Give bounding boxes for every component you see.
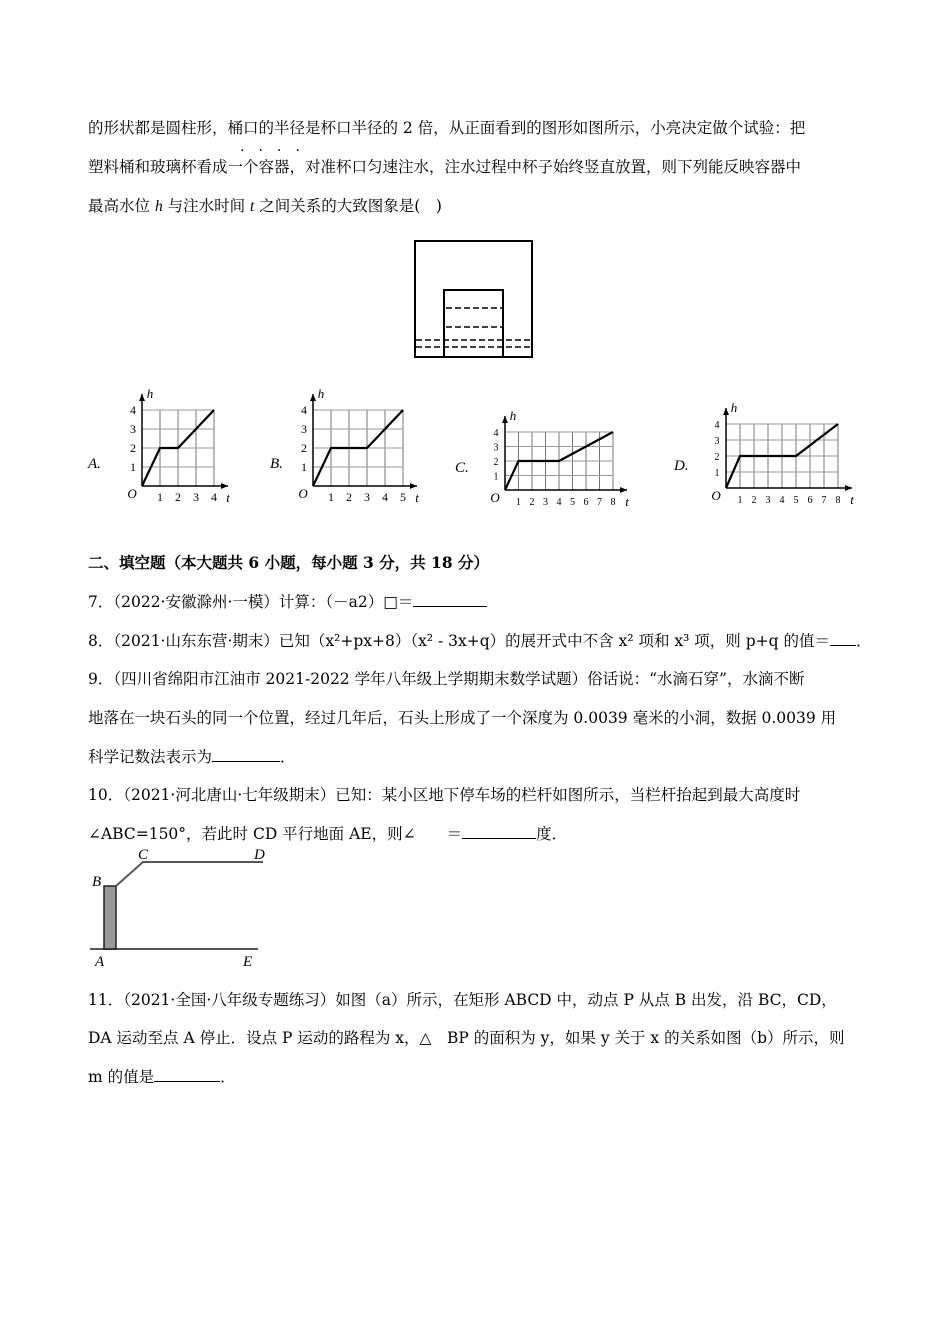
origin-label: O bbox=[127, 486, 137, 501]
y-tick-label: 1 bbox=[714, 468, 720, 479]
text: ． bbox=[220, 1068, 236, 1086]
y-arrow bbox=[310, 394, 316, 401]
label-A: A bbox=[95, 954, 105, 970]
answer-blank[interactable] bbox=[154, 1067, 220, 1082]
x-tick-label: 6 bbox=[807, 495, 813, 506]
x-tick-label: 2 bbox=[346, 490, 352, 504]
x-tick-label: 5 bbox=[793, 495, 799, 506]
y-tick-label: 1 bbox=[493, 471, 499, 483]
text: 度． bbox=[536, 825, 568, 843]
x-tick-label: 3 bbox=[543, 497, 548, 508]
x-tick-label: 3 bbox=[193, 490, 199, 504]
origin-label: O bbox=[711, 488, 721, 503]
q11-line1: 11．（2021·全国·八年级专题练习）如图（a）所示，在矩形 ABCD 中，动点 P 从点 B 出发，沿 BC，CD， bbox=[88, 991, 837, 1009]
option-graph bbox=[127, 386, 230, 505]
x-tick-label: 3 bbox=[765, 495, 771, 506]
text: 最高水位 bbox=[88, 197, 155, 215]
y-tick-label: 4 bbox=[714, 420, 720, 431]
y-tick-label: 1 bbox=[301, 460, 307, 474]
q6-line1: 的形状都是圆柱形，桶口的半径是杯口半径的 2 倍，从正面看到的图形如图所示，小亮决定做个试验：把 bbox=[88, 119, 806, 137]
q6-line3 bbox=[88, 196, 442, 217]
answer-blank[interactable] bbox=[212, 747, 280, 762]
option-label[interactable]: D. bbox=[674, 458, 689, 474]
x-tick-label: 2 bbox=[529, 497, 535, 508]
q11-line2: DA 运动至点 A 停止．设点 P 运动的路程为 x，△ BP 的面积为 y，如果 y 关于 x 的关系如图（b）所示，则 bbox=[88, 1029, 845, 1047]
q9-line3 bbox=[88, 747, 296, 767]
q9-line2: 地落在一块石头的同一个位置，经过几年后，石头上形成了一个深度为 0.0039 毫米的小洞，数据 0.0039 用 bbox=[88, 709, 837, 727]
answer-blank[interactable] bbox=[830, 631, 856, 646]
container-figure bbox=[414, 240, 534, 360]
origin-label: O bbox=[490, 490, 500, 505]
label-D: D bbox=[254, 847, 265, 863]
q9-line1: 9．（四川省绵阳市江油市 2021-2022 学年八年级上学期期末数学试题）俗话说：“水滴石穿”，水滴不断 bbox=[88, 670, 805, 688]
x-axis-label: t bbox=[625, 494, 629, 509]
x-tick-label: 8 bbox=[835, 495, 841, 506]
x-arrow bbox=[620, 487, 627, 493]
q7 bbox=[88, 592, 487, 612]
option-label[interactable]: C. bbox=[455, 460, 469, 476]
x-axis-label: t bbox=[850, 492, 854, 507]
x-tick-label: 2 bbox=[175, 490, 181, 504]
text: ∠ABC=150°，若此时 CD 平行地面 AE，则∠ ＝ bbox=[88, 825, 463, 843]
y-axis-label: h bbox=[146, 386, 154, 401]
y-arrow bbox=[723, 408, 729, 415]
y-tick-label: 4 bbox=[130, 403, 136, 417]
y-tick-label: 3 bbox=[130, 422, 136, 436]
y-tick-label: 4 bbox=[493, 428, 499, 439]
var-h: h bbox=[154, 198, 163, 215]
option-graph bbox=[711, 400, 854, 507]
x-tick-label: 7 bbox=[821, 495, 827, 506]
y-tick-label: 2 bbox=[301, 441, 307, 455]
y-tick-label: 2 bbox=[714, 452, 720, 463]
y-tick-label: 4 bbox=[301, 403, 307, 417]
y-tick-label: 3 bbox=[714, 436, 720, 447]
x-tick-label: 3 bbox=[364, 490, 370, 504]
y-arrow bbox=[502, 416, 508, 423]
option-graph bbox=[298, 386, 419, 505]
y-axis-label: h bbox=[509, 408, 517, 423]
x-tick-label: 1 bbox=[157, 490, 163, 504]
x-axis-label: t bbox=[226, 490, 230, 505]
x-tick-label: 4 bbox=[382, 490, 388, 504]
q11-line3 bbox=[88, 1067, 236, 1087]
text: 与注水时间 bbox=[162, 197, 251, 215]
answer-blank[interactable] bbox=[462, 824, 536, 839]
text: 之间关系的大致图象是( ) bbox=[254, 197, 442, 215]
x-tick-label: 5 bbox=[400, 490, 406, 504]
label-E: E bbox=[243, 954, 253, 970]
q8 bbox=[88, 631, 872, 651]
q10-line2 bbox=[88, 824, 567, 844]
x-tick-label: 4 bbox=[556, 497, 562, 508]
y-axis-label: h bbox=[730, 400, 738, 415]
q8-text: 8．（2021·山东东营·期末）已知（x²+px+8）（x² - 3x+q）的展开式中不含 x² 项和 x³ 项，则 p+q 的值＝ bbox=[88, 632, 830, 650]
option-label[interactable]: A. bbox=[88, 456, 101, 472]
x-tick-label: 4 bbox=[211, 490, 217, 504]
y-axis-label: h bbox=[317, 386, 325, 401]
x-arrow bbox=[410, 483, 417, 489]
answer-blank[interactable] bbox=[413, 592, 487, 607]
q10-line1: 10．（2021·河北唐山·七年级期末）已知：某小区地下停车场的栏杆如图所示，当栏杆抬起到最大高度时 bbox=[88, 786, 801, 804]
y-tick-label: 1 bbox=[130, 460, 136, 474]
text: ． bbox=[855, 632, 872, 650]
x-tick-label: 1 bbox=[328, 490, 334, 504]
y-arrow bbox=[139, 394, 145, 401]
x-arrow bbox=[221, 483, 228, 489]
section-heading: 二、填空题（本大题共 6 小题，每小题 3 分，共 18 分） bbox=[88, 553, 490, 572]
text: ． bbox=[280, 748, 296, 766]
x-tick-label: 2 bbox=[751, 495, 757, 506]
x-tick-label: 4 bbox=[779, 495, 785, 506]
y-tick-label: 2 bbox=[130, 441, 136, 455]
option-label[interactable]: B. bbox=[270, 456, 283, 472]
x-arrow bbox=[845, 485, 852, 491]
y-tick-label: 3 bbox=[301, 422, 307, 436]
option-graph bbox=[490, 408, 629, 509]
text: m 的值是 bbox=[88, 1068, 155, 1086]
x-axis-label: t bbox=[415, 490, 419, 505]
x-tick-label: 8 bbox=[610, 497, 616, 508]
x-tick-label: 5 bbox=[570, 497, 575, 508]
barrier-figure bbox=[88, 842, 268, 972]
y-tick-label: 2 bbox=[493, 457, 499, 468]
x-tick-label: 6 bbox=[583, 497, 589, 508]
label-C: C bbox=[138, 847, 149, 863]
emphasis-dots: . . . . bbox=[240, 139, 300, 155]
q7-text: 7．（2022·安徽滁州·一模）计算：（－a2）□＝ bbox=[88, 593, 414, 611]
x-tick-label: 1 bbox=[737, 495, 743, 506]
origin-label: O bbox=[298, 486, 308, 501]
x-tick-label: 7 bbox=[597, 497, 602, 508]
var-t: t bbox=[250, 198, 255, 215]
q6-line2: 塑料桶和玻璃杯看成一个容器，对准杯口匀速注水，注水过程中杯子始终竖直放置，则下列能反映容器中 bbox=[88, 158, 802, 176]
y-tick-label: 3 bbox=[493, 442, 499, 454]
label-B: B bbox=[92, 874, 102, 890]
x-tick-label: 1 bbox=[516, 497, 521, 508]
text: 科学记数法表示为 bbox=[88, 748, 213, 766]
